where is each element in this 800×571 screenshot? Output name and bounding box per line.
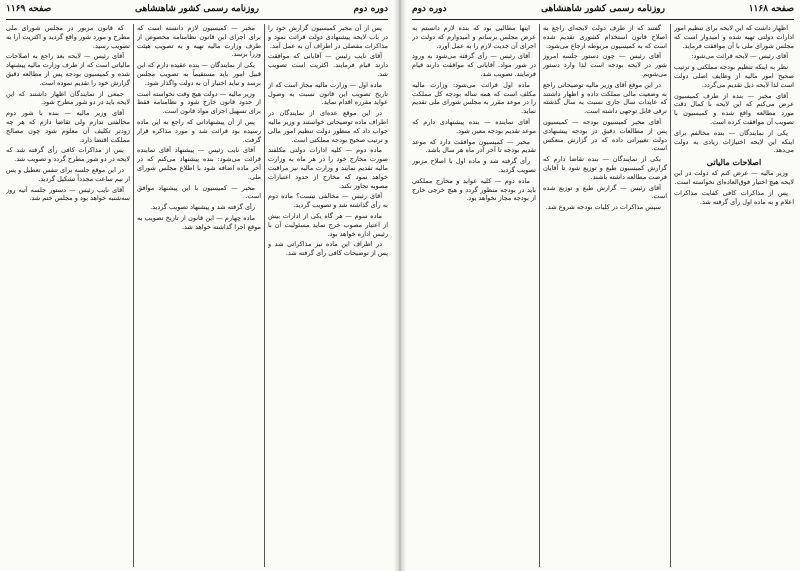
left-page-title: روزنامه رسمی کشور شاهنشاهی bbox=[135, 4, 259, 14]
paragraph: آقای رئیس — لایحه قرائت می‌شود: bbox=[691, 52, 788, 61]
paragraph: آقای مخبر کمیسیون بودجه — کمیسیون پس از مطالعات دقیق در بودجه پیشنهادی دولت تغییراتی داده که در گزارش منعکس است. bbox=[543, 117, 667, 153]
header-rule bbox=[412, 19, 794, 20]
paragraph: پس از آن پیشنهاداتی که راجع به این ماده رسیده بود قرائت شد و مورد مذاکره قرار گرفت. bbox=[137, 117, 261, 144]
paragraph: پس از مذاکرات کافی رأی گرفته شد که لایحه در دو شور مطرح گردد و تصویب شد. bbox=[6, 146, 130, 164]
paragraph: اظهار داشت که این لایحه برای تنظیم امور ادارات دولتی تهیه شده و امیدوار است که مجلس شورای ملی با آن موافقت فرماید. bbox=[674, 24, 794, 50]
right-page-title: روزنامه رسمی کشور شاهنشاهی bbox=[541, 4, 665, 14]
paragraph: رأی گرفته شد و پیشنهاد تصویب گردید. bbox=[150, 203, 255, 212]
paragraph: ماده دوم — کلیه ادارات دولتی مکلفند صورت مخارج خود را در هر ماه به وزارت مالیه تقدیم نمایند و وزارت مالیه نیز مراقبت خواهد نمود که مخارج از حدود اعتبارات مصوبه تجاوز نکند. bbox=[268, 146, 388, 190]
paragraph: آقای نایب رئیس — آقایانی که موافقت دارند قیام فرمایند. اکثریت است تصویب شد. bbox=[268, 52, 388, 78]
paragraph: آقای نایب رئیس — دستور جلسه آتیه روز سه‌شنبه خواهد بود و مجلس ختم شد. bbox=[6, 185, 130, 203]
paragraph: یکی از نمایندگان — بنده مخالفم برای اینکه این لایحه اختیارات زیادی به دولت می‌دهد. bbox=[674, 128, 794, 155]
right-page-section: دوره ‌دوم bbox=[412, 4, 447, 14]
right-page bbox=[406, 0, 800, 571]
paragraph: اینها مطالبی بود که بنده لازم دانستم به عرض مجلس برسانم و امیدوارم که دولت در اجرای آن جدیت لازم را به عمل آورد. bbox=[412, 24, 536, 50]
paragraph: یکی از نمایندگان — بنده عقیده دارم که این قبیل امور باید مستقیماً به تصویب مجلس برسد و نباید اختیار آن به دولت واگذار شود. bbox=[137, 61, 261, 87]
paragraph: آقای رئیس — گزارش طبع و توزیع شده است. bbox=[543, 183, 667, 201]
right-column-2 bbox=[543, 24, 667, 567]
column-divider bbox=[133, 24, 134, 567]
right-page-header bbox=[412, 4, 794, 18]
paragraph: سپس مذاکرات در کلیات بودجه شروع شد. bbox=[545, 203, 661, 212]
paragraph: مخبر — کمیسیون لازم دانسته است که برای اجرای این قانون نظامنامه مخصوص از طرف وزارت مالیه تهیه و به تصویب هیئت وزرا برسد. bbox=[137, 24, 261, 59]
paragraph: در این موقع عده‌ای از نمایندگان در اطراف ماده توضیحاتی خواستند و وزیر مالیه جواب داد که منظور دولت تنظیم امور مالی و ترتیب صحیح بودجه مملکتی است. bbox=[268, 109, 388, 144]
column-divider bbox=[264, 24, 265, 567]
paragraph: مخبر — کمیسیون با این پیشنهاد موافق است. bbox=[137, 183, 261, 201]
left-page bbox=[0, 0, 394, 571]
paragraph: آقای نایب رئیس — پیشنهاد آقای نماینده قرائت می‌شود: بنده پیشنهاد می‌کنم که در آخر ماده اضافه شود با اطلاع مجلس شورای ملی. bbox=[137, 146, 261, 181]
left-column-2 bbox=[137, 24, 261, 567]
paragraph: مخبر — کمیسیون موافقت دارد که موعد تقدیم بودجه تا آخر آذر ماه هر سال باشد. bbox=[412, 137, 536, 155]
paragraph: آقای نماینده — بنده پیشنهادی دارم که موعد تقدیم بودجه معین شود. bbox=[412, 117, 536, 135]
paragraph: گفتند که از طرف دولت لایحه‌ای راجع به اصلاح قانون استخدام کشوری تقدیم شده است که به کمیسیون مربوطه ارجاع می‌شود. bbox=[543, 24, 667, 50]
paragraph: پس از آن مخبر کمیسیون گزارش خود را در باب لایحه پیشنهادی دولت قرائت نمود و مذاکرات مفصلی در اطراف آن به عمل آمد. bbox=[268, 24, 388, 50]
right-column-3 bbox=[412, 24, 536, 567]
paragraph: آقای مخبر — بنده از طرف کمیسیون عرض می‌کنم که این لایحه با کمال دقت مورد مطالعه واقع شده و کمیسیون با تصویب آن موافقت کرده است. bbox=[674, 91, 794, 126]
header-rule bbox=[6, 19, 388, 20]
left-page-header bbox=[6, 4, 388, 18]
paragraph: وزیر مالیه — عرض کنم که دولت در این لایحه هیچ اختیار فوق‌العاده‌ای نخواسته است. bbox=[674, 169, 794, 186]
paragraph: آقای وزیر مالیه — بنده با شور دوم مخالفتی ندارم ولی تقاضا دارم که هر چه زودتر تکلیف آن معلوم شود چون مصالح مملکت اقتضا دارد. bbox=[6, 109, 130, 144]
column-divider bbox=[670, 24, 671, 567]
paragraph: آقای رئیس — لایحه بعد راجع به اصلاحات مالیاتی است که از طرف وزارت مالیه پیشنهاد شده و کمیسیون بودجه پس از مطالعه دقیق گزارش خود را تقدیم نموده است. bbox=[6, 52, 130, 87]
column-divider bbox=[539, 24, 540, 567]
paragraph: پس از مذاکرات کافی کفایت مذاکرات اعلام و به ماده اول رأی گرفته شد. bbox=[674, 188, 794, 206]
paragraph: ماده اول — وزارت مالیه مجاز است که از تاریخ تصویب این قانون نسبت به وصول عواید مقرره اقدام نماید. bbox=[268, 80, 388, 107]
paragraph: جمعی از نمایندگان اظهار داشتند که این لایحه باید در دو شور مطرح شود. bbox=[6, 89, 130, 107]
paragraph: در این موقع آقای وزیر مالیه توضیحاتی راجع به وضعیت مالی مملکت داده و اظهار داشتند که عایدات سال جاری نسبت به سال گذشته ترقی قابل توجهی داشته است. bbox=[543, 80, 667, 116]
paragraph: در اطراف این ماده نیز مذاکراتی شد و پس از توضیحات کافی رأی گرفته شد. bbox=[268, 240, 388, 258]
paragraph: نظر به اینکه تنظیم بودجه مملکتی و ترتیب صحیح امور مالیه از وظایف اصلی دولت است لذا لایحه ذیل تقدیم می‌گردد. bbox=[674, 63, 794, 89]
left-page-section: دوره ‌دوم bbox=[353, 4, 388, 14]
left-page-number: صفحه ۱۱۶۹ bbox=[6, 4, 52, 14]
paragraph: رأی گرفته شد و ماده اول با اصلاح مزبور تصویب گردید. bbox=[412, 157, 536, 174]
left-column-1 bbox=[268, 24, 388, 567]
paragraph: وزیر مالیه — دولت هیچ وقت نخواسته است از حدود قانون خارج شود و نظامنامه فقط برای تسهیل اجرای مواد قانون است. bbox=[137, 89, 261, 116]
paragraph: ماده اول قرائت می‌شود: وزارت مالیه مکلف است که همه ساله بودجه کل مملکت را در موعد مقرر به مجلس شورای ملی تقدیم نماید. bbox=[412, 80, 536, 116]
right-column-1 bbox=[674, 24, 794, 567]
paragraph: آقای رئیس — چون دستور جلسه امروز شور در لایحه بودجه است لذا وارد دستور می‌شویم. bbox=[543, 52, 667, 78]
paragraph: یکی از نمایندگان — بنده تقاضا دارم که گزارش کمیسیون طبع و توزیع شود تا آقایان فرصت مطالعه داشته باشند. bbox=[543, 155, 667, 181]
right-page-number: صفحه ۱۱۶۸ bbox=[748, 4, 794, 14]
book-gutter bbox=[394, 0, 406, 571]
section-subheading: اصلاحات مالیاتی bbox=[706, 157, 762, 168]
left-column-3 bbox=[6, 24, 130, 567]
paragraph: آقای رئیس — مخالفی نیست؟ ماده دوم به رأی گذاشته شد و تصویب گردید. bbox=[268, 192, 388, 210]
paragraph: آقای رئیس — رأی گرفته می‌شود به ورود در شور مواد. آقایانی که موافقت دارند قیام فرمایند. تصویب شد. bbox=[412, 52, 536, 78]
paragraph: ماده دوم — کلیه عواید و مخارج مملکتی باید در بودجه منظور گردد و هیچ خرجی خارج از بودجه مجاز نخواهد بود. bbox=[412, 176, 536, 203]
paragraph: که قانون مزبور در مجلس شورای ملی مطرح و مورد شور واقع گردید و اکثریت آرا به تصویب رسید. bbox=[6, 24, 130, 50]
paragraph: ماده چهارم — این قانون از تاریخ تصویب به موقع اجرا گذاشته خواهد شد. bbox=[137, 213, 261, 231]
paragraph: در این موقع جلسه برای تنفس تعطیل و پس از نیم ساعت مجدداً تشکیل گردید. bbox=[6, 165, 130, 183]
paragraph: ماده سوم — هر گاه یکی از ادارات بیش از اعتبار مصوب خرج نماید مسئولیت آن با رئیس اداره خواهد بود. bbox=[268, 211, 388, 238]
